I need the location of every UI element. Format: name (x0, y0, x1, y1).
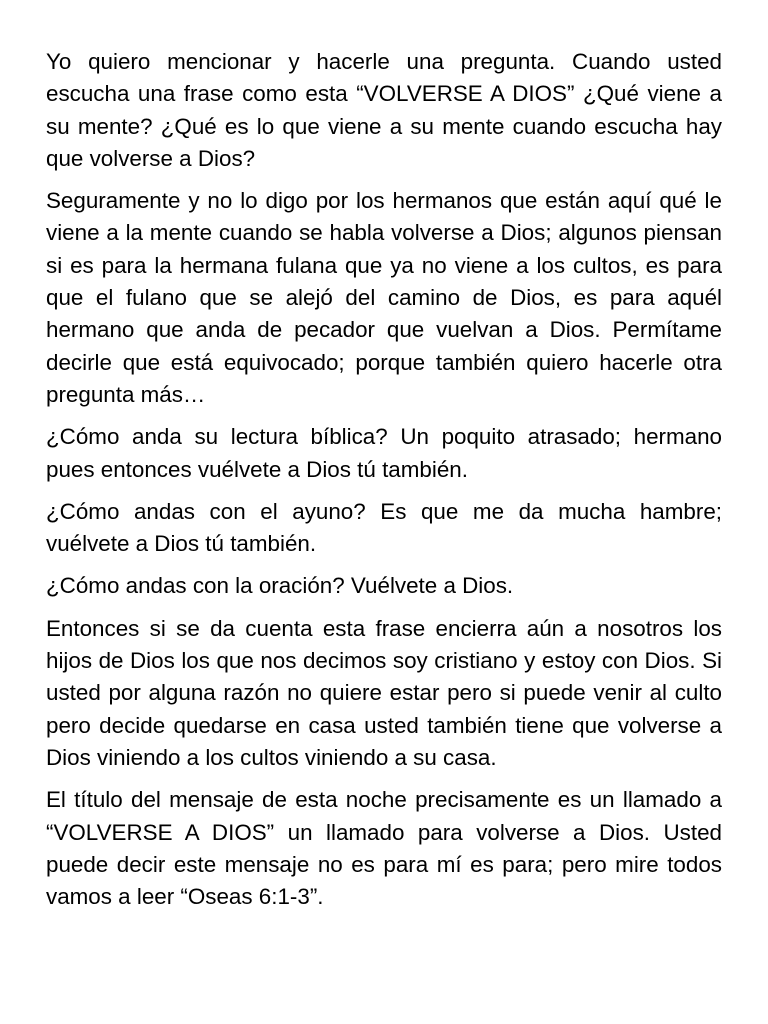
paragraph-intro-question: Yo quiero mencionar y hacerle una pregunta. Cuando usted escucha una frase como esta “VOLVERSE A DIOS” ¿Qué viene a su mente? ¿Qué es lo que viene a su mente cuando escucha hay que volverse a Dios? (46, 49, 722, 171)
paragraph-bible-reading: ¿Cómo anda su lectura bíblica? Un poquito atrasado; hermano pues entonces vuélvete a Dios tú también. (46, 424, 722, 482)
paragraph-fasting: ¿Cómo andas con el ayuno? Es que me da mucha hambre; vuélvete a Dios tú también. (46, 498, 722, 557)
paragraph-prayer: ¿Cómo andas con la oración? Vuélvete a Dios. (46, 573, 514, 599)
paragraph-children-of-god: Entonces si se da cuenta esta frase encierra aún a nosotros los hijos de Dios los que nos decimos soy cristiano y estoy con Dios. Si usted por alguna razón no quiere estar pero si puede venir al culto pero decide quedarse en casa usted también tiene que volverse a Dios viniendo a los cultos viniendo a su casa. (46, 615, 722, 770)
document-page (46, 46, 722, 923)
paragraph-message-title: El título del mensaje de esta noche precisamente es un llamado a “VOLVERSE A DIOS” un llamado para volverse a Dios. Usted puede decir este mensaje no es para mí es para; pero mire todos vamos a leer “Oseas 6:1-3”. (46, 787, 722, 910)
paragraph-misconception: Seguramente y no lo digo por los hermanos que están aquí qué le viene a la mente cuando se habla volverse a Dios; algunos piensan si es para la hermana fulana que ya no viene a los cultos, es para que el fulano que se alejó del camino de Dios, es para aquél hermano que anda de pecador que vuelvan a Dios. Permítame decirle que está equivocado; porque también quiero hacerle otra pregunta más… (46, 188, 722, 407)
